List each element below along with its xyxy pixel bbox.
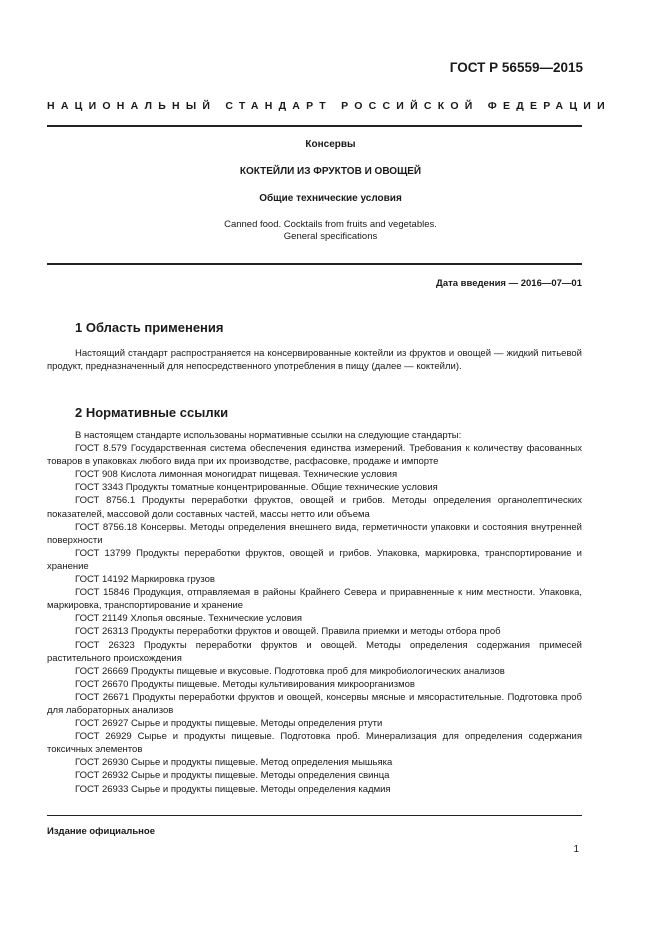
reference-item: ГОСТ 14192 Маркировка грузов: [75, 574, 215, 586]
reference-item: ГОСТ 908 Кислота лимонная моногидрат пищевая. Технические условия: [75, 469, 398, 481]
reference-item: ГОСТ 26323 Продукты переработки фруктов и овощей. Методы определения содержания примесей растительного происхождения: [47, 639, 582, 664]
reference-item: ГОСТ 15846 Продукция, отправляемая в районы Крайнего Севера и приравненные к ним местности. Упаковка, маркировка, транспортирование и хранение: [47, 587, 582, 612]
edition-label: Издание официальное: [47, 826, 155, 837]
document-category: Консервы: [305, 139, 356, 150]
reference-item: ГОСТ 13799 Продукты переработки фруктов, овощей и грибов. Упаковка, маркировка, транспортирование и хранение: [47, 547, 582, 572]
english-title-line2: General specifications: [283, 231, 378, 242]
english-title-line1: Canned food. Cocktails from fruits and vegetables.: [224, 219, 437, 230]
reference-item: ГОСТ 26930 Сырье и продукты пищевые. Метод определения мышьяка: [75, 757, 393, 769]
section-1-text: Настоящий стандарт распространяется на консервированные коктейли из фруктов и овощей — жидкий питьевой продукт, предназначенный для непосредственного употребления в пищу (далее — коктейли).: [47, 348, 582, 372]
references-intro: В настоящем стандарте использованы нормативные ссылки на следующие стандарты:: [75, 430, 462, 441]
intro-date: Дата введения — 2016—07—01: [436, 278, 582, 289]
reference-item: ГОСТ 8756.1 Продукты переработки фруктов, овощей и грибов. Методы определения органолептических показателей, массовой доли составных частей, массы нетто или объема: [47, 495, 582, 520]
reference-item: ГОСТ 3343 Продукты томатные концентрированные. Общие технические условия: [75, 482, 438, 494]
national-standard-banner: НАЦИОНАЛЬНЫЙ СТАНДАРТ РОССИЙСКОЙ ФЕДЕРАЦИИ: [47, 100, 611, 112]
gost-number: ГОСТ Р 56559—2015: [449, 60, 583, 75]
reference-item: ГОСТ 8756.18 Консервы. Методы определения внешнего вида, герметичности упаковки и состояния внутренней поверхности: [47, 521, 582, 546]
document-title: КОКТЕЙЛИ ИЗ ФРУКТОВ И ОВОЩЕЙ: [239, 166, 422, 177]
reference-item: ГОСТ 26669 Продукты пищевые и вкусовые. Подготовка проб для микробиологических анализов: [75, 665, 505, 677]
title-rule: [47, 263, 582, 265]
footer-rule: [47, 815, 582, 816]
reference-item: ГОСТ 26933 Сырье и продукты пищевые. Методы определения кадмия: [75, 783, 391, 795]
reference-item: ГОСТ 8.579 Государственная система обеспечения единства измерений. Требования к количеству фасованных товаров в упаковках любого вида при их производстве, расфасовке, продаже и импорте: [47, 443, 582, 468]
section-2-heading: 2 Нормативные ссылки: [75, 405, 229, 420]
reference-item: ГОСТ 26927 Сырье и продукты пищевые. Методы определения ртути: [75, 718, 383, 730]
reference-item: ГОСТ 26670 Продукты пищевые. Методы культивирования микроорганизмов: [75, 678, 415, 690]
reference-item: ГОСТ 26932 Сырье и продукты пищевые. Методы определения свинца: [75, 770, 390, 782]
reference-item: ГОСТ 26929 Сырье и продукты пищевые. Подготовка проб. Минерализация для определения содержания токсичных элементов: [47, 731, 582, 756]
page-number: 1: [573, 844, 579, 855]
reference-item: ГОСТ 26313 Продукты переработки фруктов и овощей. Правила приемки и методы отбора проб: [75, 626, 501, 638]
document-subtitle: Общие технические условия: [259, 193, 402, 204]
section-1-heading: 1 Область применения: [75, 320, 224, 335]
normative-references-list: [47, 429, 582, 796]
top-rule: [47, 125, 582, 127]
reference-item: ГОСТ 21149 Хлопья овсяные. Технические условия: [75, 613, 303, 625]
reference-item: ГОСТ 26671 Продукты переработки фруктов и овощей, консервы мясные и мясорастительные. Подготовка проб для лабораторных анализов: [47, 691, 582, 716]
